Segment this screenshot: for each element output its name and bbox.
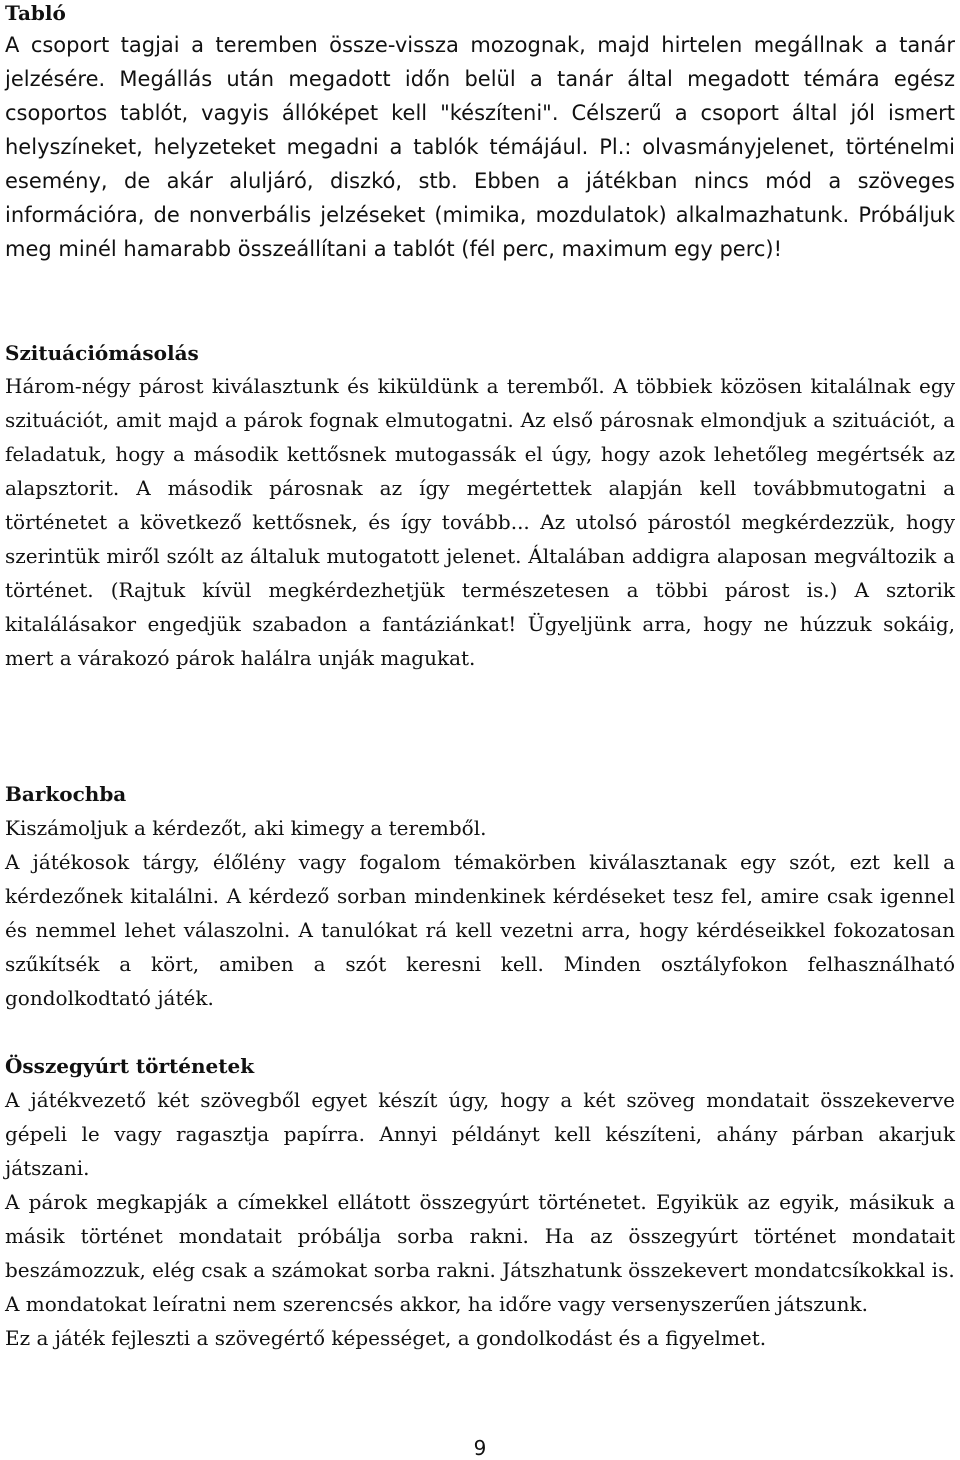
page-number: 9 <box>473 1436 487 1460</box>
section-body-barkochba <box>5 811 955 1015</box>
section-title-osszegyurt-tortenetek: Összegyúrt történetek <box>5 1054 255 1078</box>
paragraph: A mondatokat leíratni nem szerencsés akkor, ha időre vagy versenyszerűen játszunk. <box>5 1292 869 1316</box>
paragraph: A párok megkapják a címekkel ellátott összegyúrt történetet. Egyikük az egyik, másikuk a másik történet mondatait próbálja sorba rakni. Ha az összegyúrt történet mondatait beszámozzuk, elég csak a számokat sorba rakni. Játszhatunk összekevert mondatcsíkokkal is. <box>5 1190 955 1282</box>
section-title-tablo: Tabló <box>5 1 66 25</box>
section-title-barkochba: Barkochba <box>5 782 127 806</box>
section-body-tablo <box>5 28 955 266</box>
paragraph: Kiszámoljuk a kérdezőt, aki kimegy a teremből. <box>5 816 487 840</box>
section-title-szituaciomasolas: Szituációmásolás <box>5 341 199 365</box>
paragraph: A játékosok tárgy, élőlény vagy fogalom témakörben kiválasztanak egy szót, ezt kell a kérdezőnek kitalálni. A kérdező sorban mindenkinek kérdéseket tesz fel, amire csak igennel és nemmel lehet válaszolni. A tanulókat rá kell vezetni arra, hogy kérdéseikkel fokozatosan szűkítsék a kört, amiben a szót keresni kell. Minden osztályfokon felhasználható gondolkodtató játék. <box>5 850 955 1010</box>
section-body-osszegyurt-tortenetek <box>5 1083 955 1355</box>
paragraph: Három-négy párost kiválasztunk és kiküldünk a teremből. A többiek közösen kitalálnak egy szituációt, amit majd a párok fognak elmutogatni. Az első párosnak elmondjuk a szituációt, a feladatuk, hogy a második kettősnek mutogassák el úgy, hogy azok lehetőleg megértsék az alapsztorit. A második párosnak az így megértettek alapján kell továbbmutogatni a történetet a következő kettősnek, és így tovább... Az utolsó párostól megkérdezzük, hogy szerintük miről szólt az általuk mutogatott jelenet. Általában addigra alaposan megváltozik a történet. (Rajtuk kívül megkérdezhetjük természetesen a többi párost is.) A sztorik kitalálásakor engedjük szabadon a fantáziánkat! Ügyeljünk arra, hogy ne húzzuk sokáig, mert a várakozó párok halálra unják magukat. <box>5 374 955 670</box>
section-body-szituaciomasolas <box>5 369 955 675</box>
paragraph: A csoport tagjai a teremben össze-vissza mozognak, majd hirtelen megállnak a tanár jelzésére. Megállás után megadott időn belül a tanár által megadott témára egész csoportos tablót, vagyis állóképet kell "készíteni". Célszerű a csoport által jól ismert helyszíneket, helyzeteket megadni a tablók témájául. Pl.: olvasmányjelenet, történelmi esemény, de akár aluljáró, diszkó, stb. Ebben a játékban nincs mód a szöveges információra, de nonverbális jelzéseket (mimika, mozdulatok) alkalmazhatunk. Próbáljuk meg minél hamarabb összeállítani a tablót (fél perc, maximum egy perc)! <box>5 33 955 261</box>
paragraph: A játékvezető két szövegből egyet készít úgy, hogy a két szöveg mondatait összekeverve gépeli le vagy ragasztja papírra. Annyi példányt kell készíteni, ahány párban akarjuk játszani. <box>5 1088 955 1180</box>
paragraph: Ez a játék fejleszti a szövegértő képességet, a gondolkodást és a figyelmet. <box>5 1326 767 1350</box>
